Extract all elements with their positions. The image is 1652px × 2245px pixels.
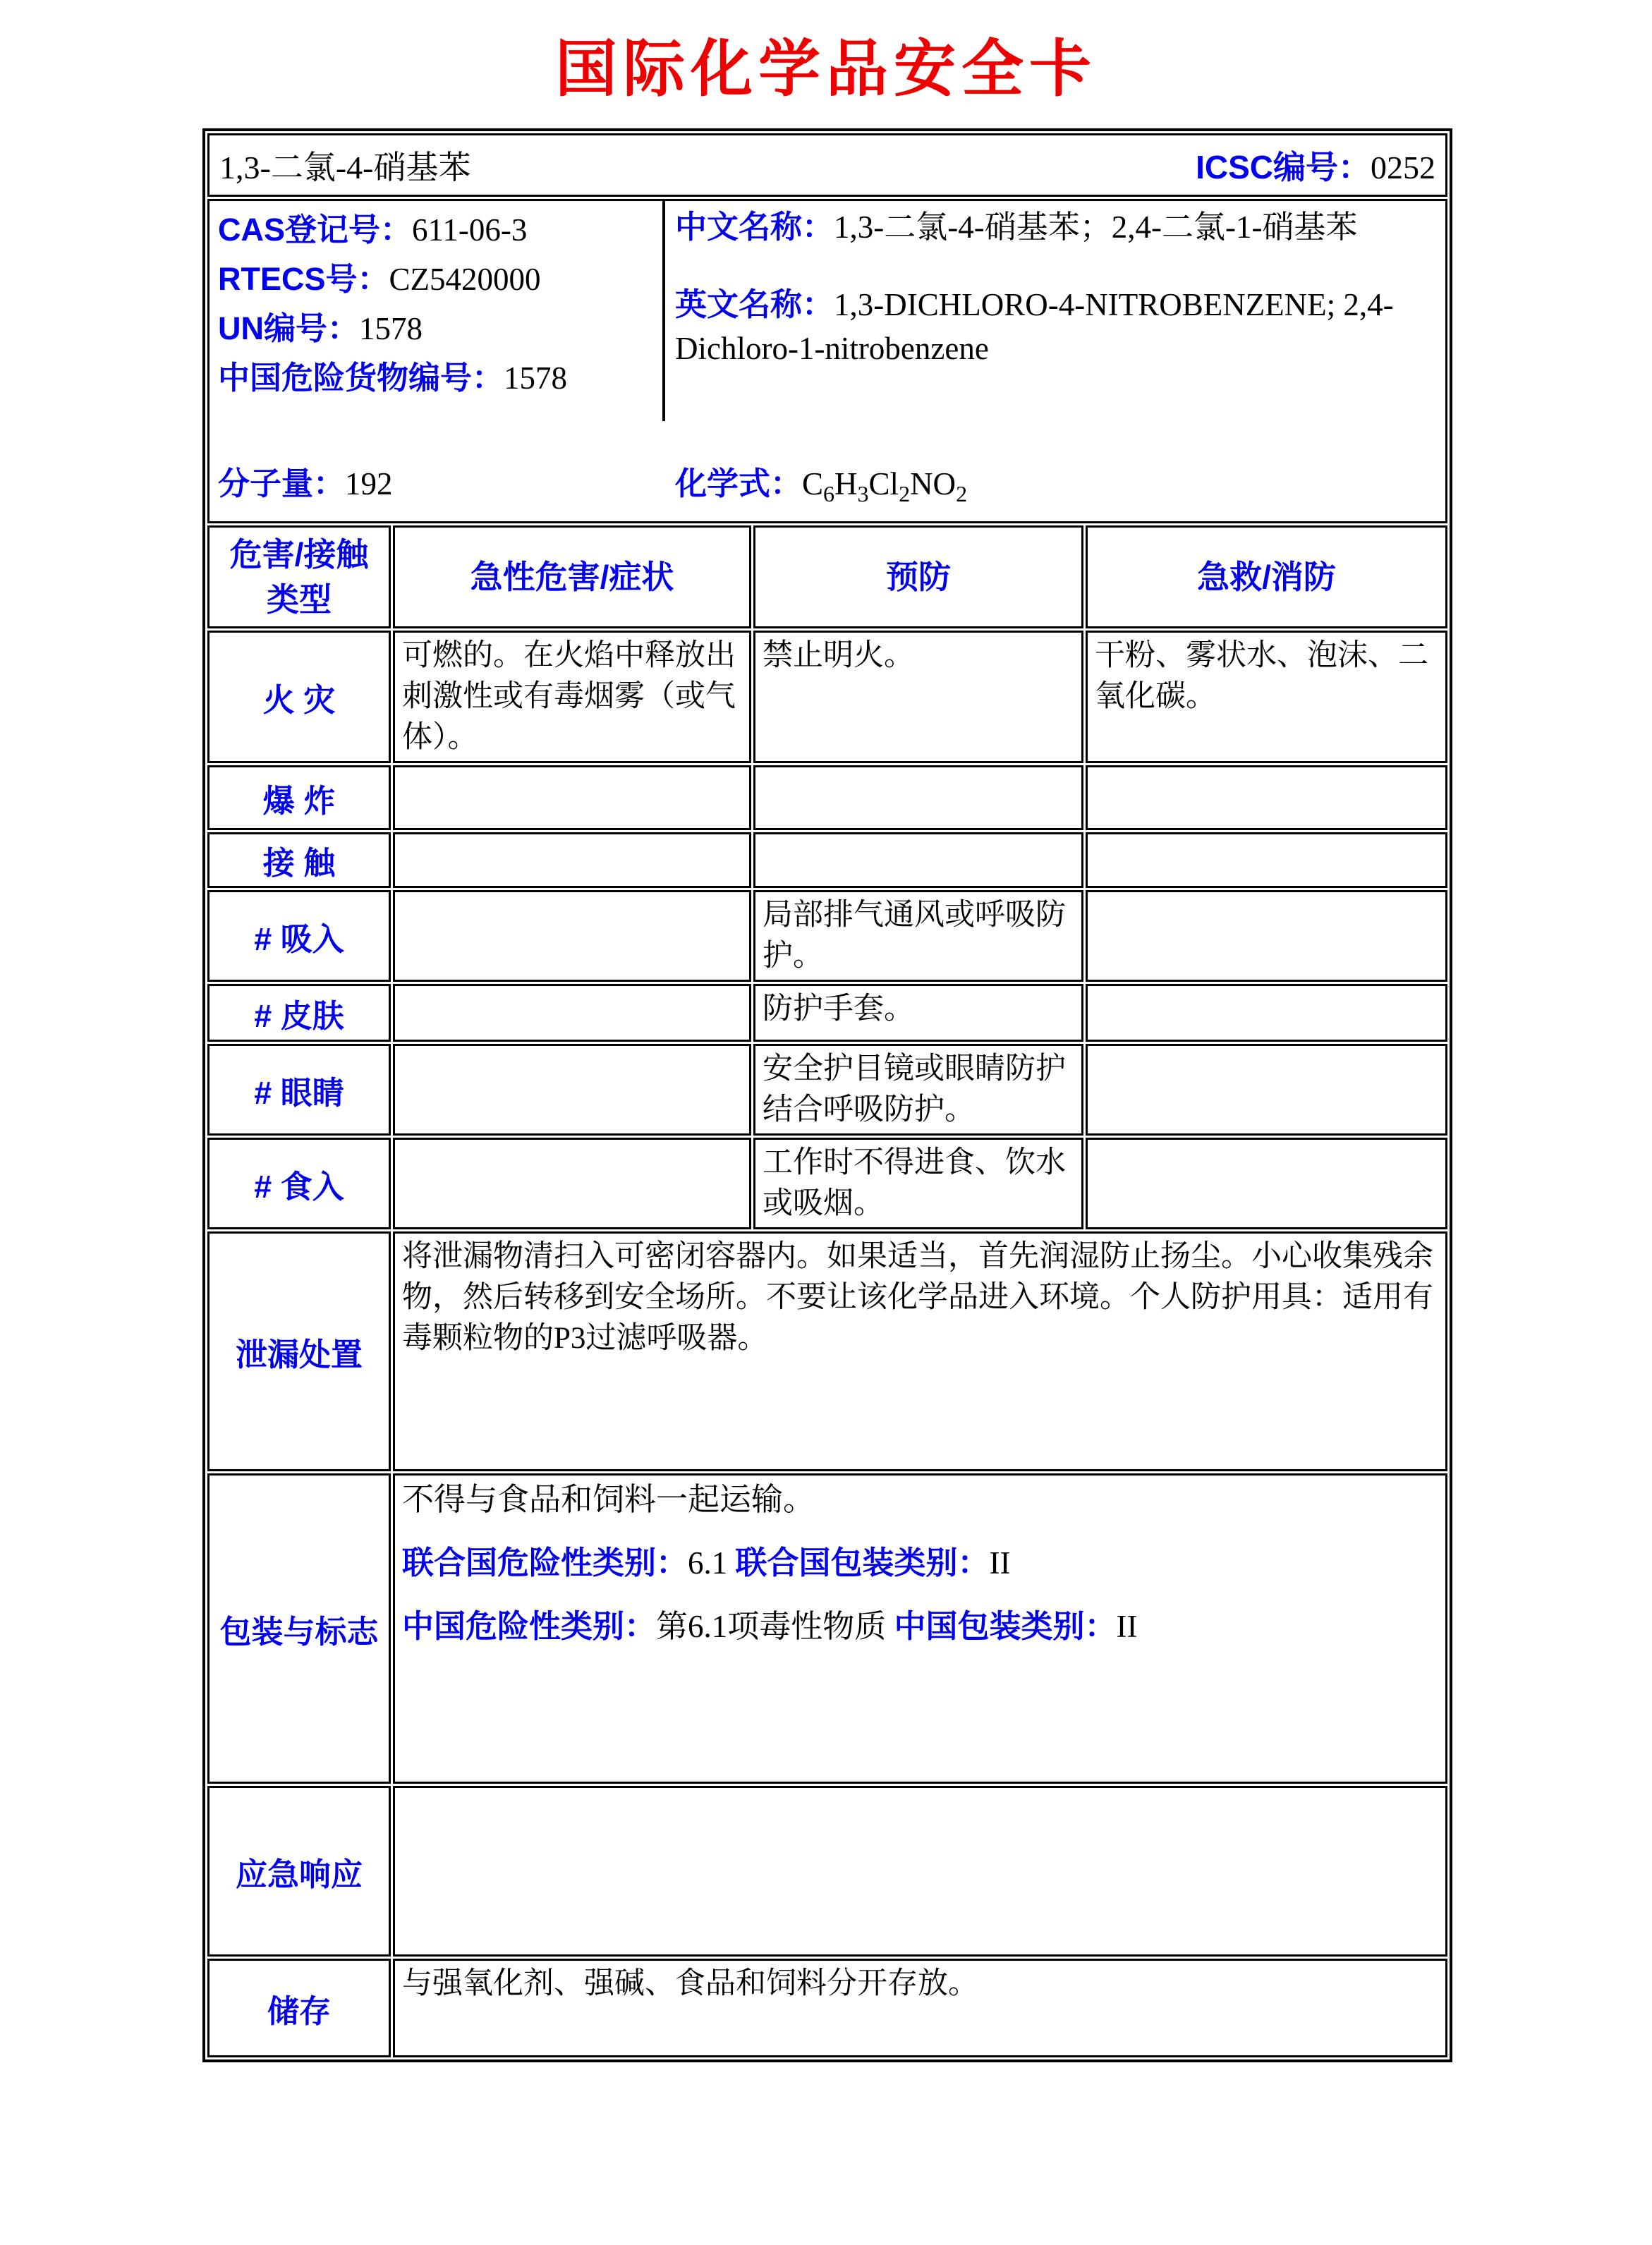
eyes-symptoms	[393, 1044, 751, 1136]
icsc-number-value: 0252	[1371, 150, 1435, 185]
cas-number-line	[218, 205, 662, 255]
hazard-row-contact	[207, 832, 1447, 888]
un-number-label: UN编号：	[218, 310, 359, 346]
inhalation-prevention: 局部排气通风或呼吸防护。	[753, 890, 1083, 982]
eyes-prevention: 安全护目镜或眼睛防护结合呼吸防护。	[753, 1044, 1083, 1136]
emergency-response-content	[393, 1786, 1447, 1957]
cas-number-value: 611-06-3	[412, 212, 528, 248]
packaging-label: 包装与标志	[207, 1473, 391, 1784]
packaging-un-class-line	[402, 1542, 1438, 1584]
skin-response	[1086, 984, 1447, 1042]
icsc-number-label: ICSC编号：	[1196, 149, 1371, 185]
un-packing-group-label: 联合国包装类别：	[735, 1545, 990, 1581]
ingestion-response	[1086, 1138, 1447, 1229]
chemical-formula-label: 化学式：	[675, 466, 803, 501]
molecular-weight-value: 192	[345, 466, 393, 501]
info-row	[207, 199, 1447, 523]
cn-hazard-class-value: 第6.1项毒性物质	[656, 1609, 887, 1644]
hazard-row-explosion	[207, 765, 1447, 830]
skin-label: # 皮肤	[207, 984, 391, 1042]
english-name-line	[675, 283, 1435, 370]
china-dg-number-label: 中国危险货物编号：	[218, 360, 504, 396]
contact-label: 接 触	[207, 832, 391, 888]
cas-number-label: CAS登记号：	[218, 212, 413, 248]
names-block	[662, 201, 1445, 421]
icsc-card	[202, 128, 1452, 2062]
chinese-name-line	[675, 205, 1435, 249]
identifier-list	[209, 201, 662, 421]
hazard-table-header-row	[207, 525, 1447, 628]
rtecs-number-line	[218, 255, 662, 304]
chinese-name-value: 1,3-二氯-4-硝基苯；2,4-二氯-1-硝基苯	[834, 209, 1358, 245]
inhalation-response	[1086, 890, 1447, 982]
un-number-value: 1578	[359, 311, 423, 346]
un-packing-group-value: II	[989, 1545, 1011, 1581]
hazard-row-inhalation	[207, 890, 1447, 982]
packaging-cn-class-line	[402, 1605, 1438, 1648]
storage-content: 与强氧化剂、强碱、食品和饲料分开存放。	[393, 1959, 1447, 2057]
ingestion-label: # 食入	[207, 1138, 391, 1229]
packaging-transport-note: 不得与食品和饲料一起运输。	[402, 1482, 815, 1517]
inhalation-label: # 吸入	[207, 890, 391, 982]
molecular-weight-formula-line	[209, 458, 1445, 507]
skin-prevention: 防护手套。	[753, 984, 1083, 1042]
hazard-row-eyes	[207, 1044, 1447, 1136]
cn-packing-group-value: II	[1116, 1609, 1138, 1644]
contact-symptoms	[393, 832, 751, 888]
icsc-number-group	[1196, 142, 1435, 188]
explosion-prevention	[753, 765, 1083, 830]
eyes-response	[1086, 1044, 1447, 1136]
header-hazard-type: 危害/接触类型	[207, 525, 391, 628]
header-first-aid: 急救/消防	[1086, 525, 1447, 628]
section-row-storage	[207, 1959, 1447, 2057]
molecular-weight-label: 分子量：	[218, 466, 346, 501]
english-name-label: 英文名称：	[675, 286, 834, 322]
explosion-symptoms	[393, 765, 751, 830]
fire-label: 火 灾	[207, 631, 391, 763]
chemical-formula-value: $C_6H_3Cl_2NO_2$	[802, 466, 968, 506]
fire-symptoms: 可燃的。在火焰中释放出刺激性或有毒烟雾（或气体）。	[393, 631, 751, 763]
un-hazard-class-label: 联合国危险性类别：	[402, 1545, 688, 1581]
ingestion-symptoms	[393, 1138, 751, 1229]
fire-response: 干粉、雾状水、泡沫、二氧化碳。	[1086, 631, 1447, 763]
section-row-spill-disposal	[207, 1231, 1447, 1471]
un-number-line	[218, 304, 662, 353]
header-prevention: 预防	[753, 525, 1083, 628]
contact-response	[1086, 832, 1447, 888]
china-dg-number-value: 1578	[504, 360, 568, 396]
un-hazard-class-value: 6.1	[688, 1545, 728, 1581]
inhalation-symptoms	[393, 890, 751, 982]
card-header-row	[207, 133, 1447, 197]
contact-prevention	[753, 832, 1083, 888]
molecular-weight-group	[209, 458, 675, 507]
page-title: 国际化学品安全卡	[554, 34, 1097, 104]
china-dg-number-line	[218, 353, 662, 403]
rtecs-number-value: CZ5420000	[389, 262, 541, 297]
ingestion-prevention: 工作时不得进食、饮水或吸烟。	[753, 1138, 1083, 1229]
cn-packing-group-label: 中国包装类别：	[894, 1608, 1117, 1644]
storage-label: 储存	[207, 1959, 391, 2057]
rtecs-number-label: RTECS号：	[218, 261, 389, 297]
skin-symptoms	[393, 984, 751, 1042]
eyes-label: # 眼睛	[207, 1044, 391, 1136]
header-acute-symptoms: 急性危害/症状	[393, 525, 751, 628]
cn-hazard-class-label: 中国危险性类别：	[402, 1608, 657, 1644]
hazard-row-skin	[207, 984, 1447, 1042]
section-row-emergency-response	[207, 1786, 1447, 1957]
chemical-name: 1,3-二氯-4-硝基苯	[219, 150, 471, 185]
card-header-cell	[207, 133, 1447, 197]
info-top	[209, 201, 1445, 421]
info-cell	[207, 199, 1447, 523]
explosion-response	[1086, 765, 1447, 830]
packaging-content	[393, 1473, 1447, 1784]
spill-disposal-content: 将泄漏物清扫入可密闭容器内。如果适当，首先润湿防止扬尘。小心收集残余物，然后转移到安全场所。不要让该化学品进入环境。个人防护用具：适用有毒颗粒物的P3过滤呼吸器。	[393, 1231, 1447, 1471]
chemical-formula-group	[675, 458, 967, 507]
chinese-name-label: 中文名称：	[675, 209, 834, 245]
english-name-value: 1,3-DICHLORO-4-NITROBENZENE; 2,4-Dichloro-1-nitrobenzene	[675, 287, 1394, 366]
fire-prevention: 禁止明火。	[753, 631, 1083, 763]
explosion-label: 爆 炸	[207, 765, 391, 830]
spill-disposal-label: 泄漏处置	[207, 1231, 391, 1471]
hazard-row-ingestion	[207, 1138, 1447, 1229]
emergency-response-label: 应急响应	[207, 1786, 391, 1957]
section-row-packaging	[207, 1473, 1447, 1784]
hazard-row-fire	[207, 631, 1447, 763]
